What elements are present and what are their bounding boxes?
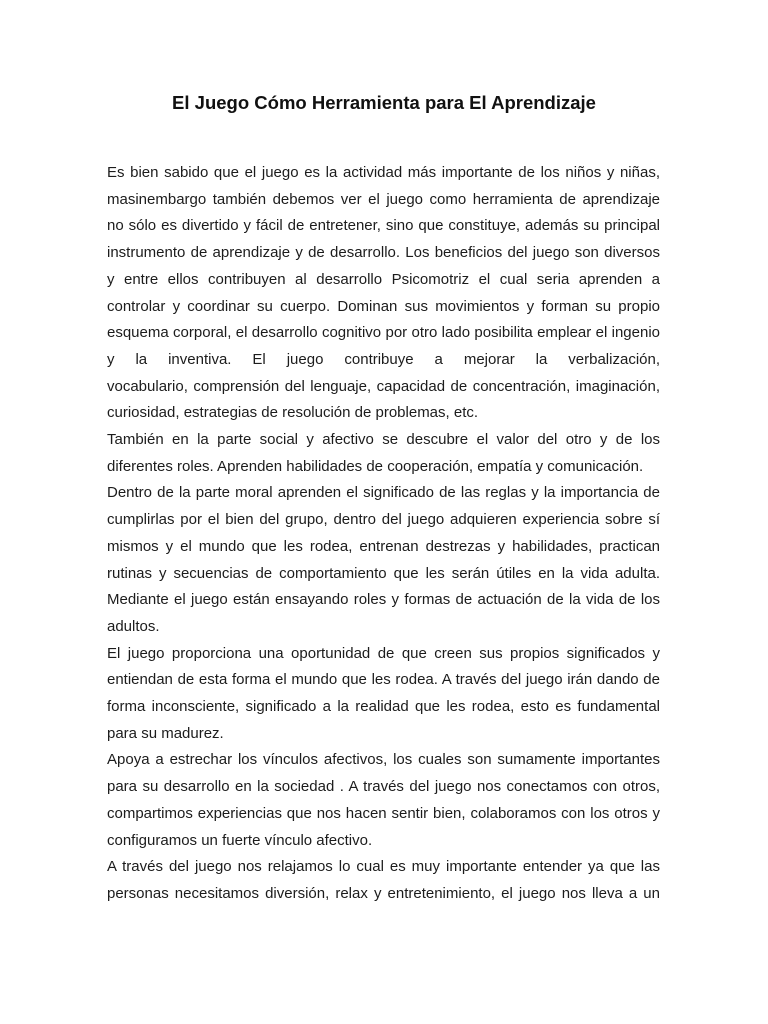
paragraph-relax bbox=[107, 854, 660, 907]
text-line: adultos. bbox=[107, 617, 160, 635]
text-line: mismos y el mundo que les rodea, entrenan destrezas y habilidades, practican bbox=[107, 537, 660, 555]
text-line: compartimos experiencias que nos hacen sentir bien, colaboramos con los otros y bbox=[107, 804, 660, 822]
text-line: no sólo es divertido y fácil de entretener, sino que constituye, además su principal bbox=[107, 217, 660, 235]
text-line: para su desarrollo en la sociedad . A través del juego nos conectamos con otros, bbox=[107, 778, 660, 796]
text-line: instrumento de aprendizaje y de desarrollo. Los beneficios del juego son diversos bbox=[107, 244, 660, 262]
text-line: curiosidad, estrategias de resolución de problemas, etc. bbox=[107, 404, 479, 422]
paragraph-moral bbox=[107, 480, 660, 640]
text-line: personas necesitamos diversión, relax y entretenimiento, el juego nos lleva a un bbox=[107, 884, 660, 902]
paragraph-bonds bbox=[107, 747, 660, 854]
text-line: También en la parte social y afectivo se descubre el valor del otro y de los bbox=[107, 431, 660, 449]
paragraph-social bbox=[107, 427, 660, 480]
text-line: diferentes roles. Aprenden habilidades de cooperación, empatía y comunicación. bbox=[107, 457, 644, 475]
text-line: para su madurez. bbox=[107, 724, 224, 742]
document-body bbox=[107, 160, 660, 908]
text-line: forma inconsciente, significado a la realidad que les rodea, esto es fundamental bbox=[107, 698, 660, 716]
text-line: y entre ellos contribuyen al desarrollo Psicomotriz el cual seria aprenden a bbox=[107, 270, 660, 288]
text-line: A través del juego nos relajamos lo cual es muy importante entender ya que las bbox=[107, 858, 660, 876]
text-line: cumplirlas por el bien del grupo, dentro del juego adquieren experiencia sobre sí bbox=[107, 511, 660, 529]
text-line: controlar y coordinar su cuerpo. Dominan sus movimientos y forman su propio bbox=[107, 297, 660, 315]
text-line: Mediante el juego están ensayando roles y formas de actuación de la vida de los bbox=[107, 591, 660, 609]
text-line: vocabulario, comprensión del lenguaje, capacidad de concentración, imaginación, bbox=[107, 377, 660, 395]
text-line: El juego proporciona una oportunidad de que creen sus propios significados y bbox=[107, 644, 660, 662]
page-title: El Juego Cómo Herramienta para El Aprendizaje bbox=[172, 92, 596, 113]
text-line: masinembargo también debemos ver el juego como herramienta de aprendizaje bbox=[107, 190, 660, 208]
text-line: Dentro de la parte moral aprenden el significado de las reglas y la importancia de bbox=[107, 484, 660, 502]
text-line: entiendan de esta forma el mundo que les rodea. A través del juego irán dando de bbox=[107, 671, 660, 689]
paragraph-meanings bbox=[107, 641, 660, 748]
text-line: Es bien sabido que el juego es la actividad más importante de los niños y niñas, bbox=[107, 164, 660, 181]
text-line: rutinas y secuencias de comportamiento que les serán útiles en la vida adulta. bbox=[107, 564, 660, 582]
text-line: configuramos un fuerte vínculo afectivo. bbox=[107, 831, 373, 849]
text-line: esquema corporal, el desarrollo cognitivo por otro lado posibilita emplear el ingenio bbox=[107, 324, 660, 342]
text-line: Apoya a estrechar los vínculos afectivos, los cuales son sumamente importantes bbox=[107, 751, 660, 769]
text-line: y la inventiva. El juego contribuye a mejorar la verbalización, bbox=[107, 350, 660, 368]
paragraph-intro bbox=[107, 160, 660, 427]
